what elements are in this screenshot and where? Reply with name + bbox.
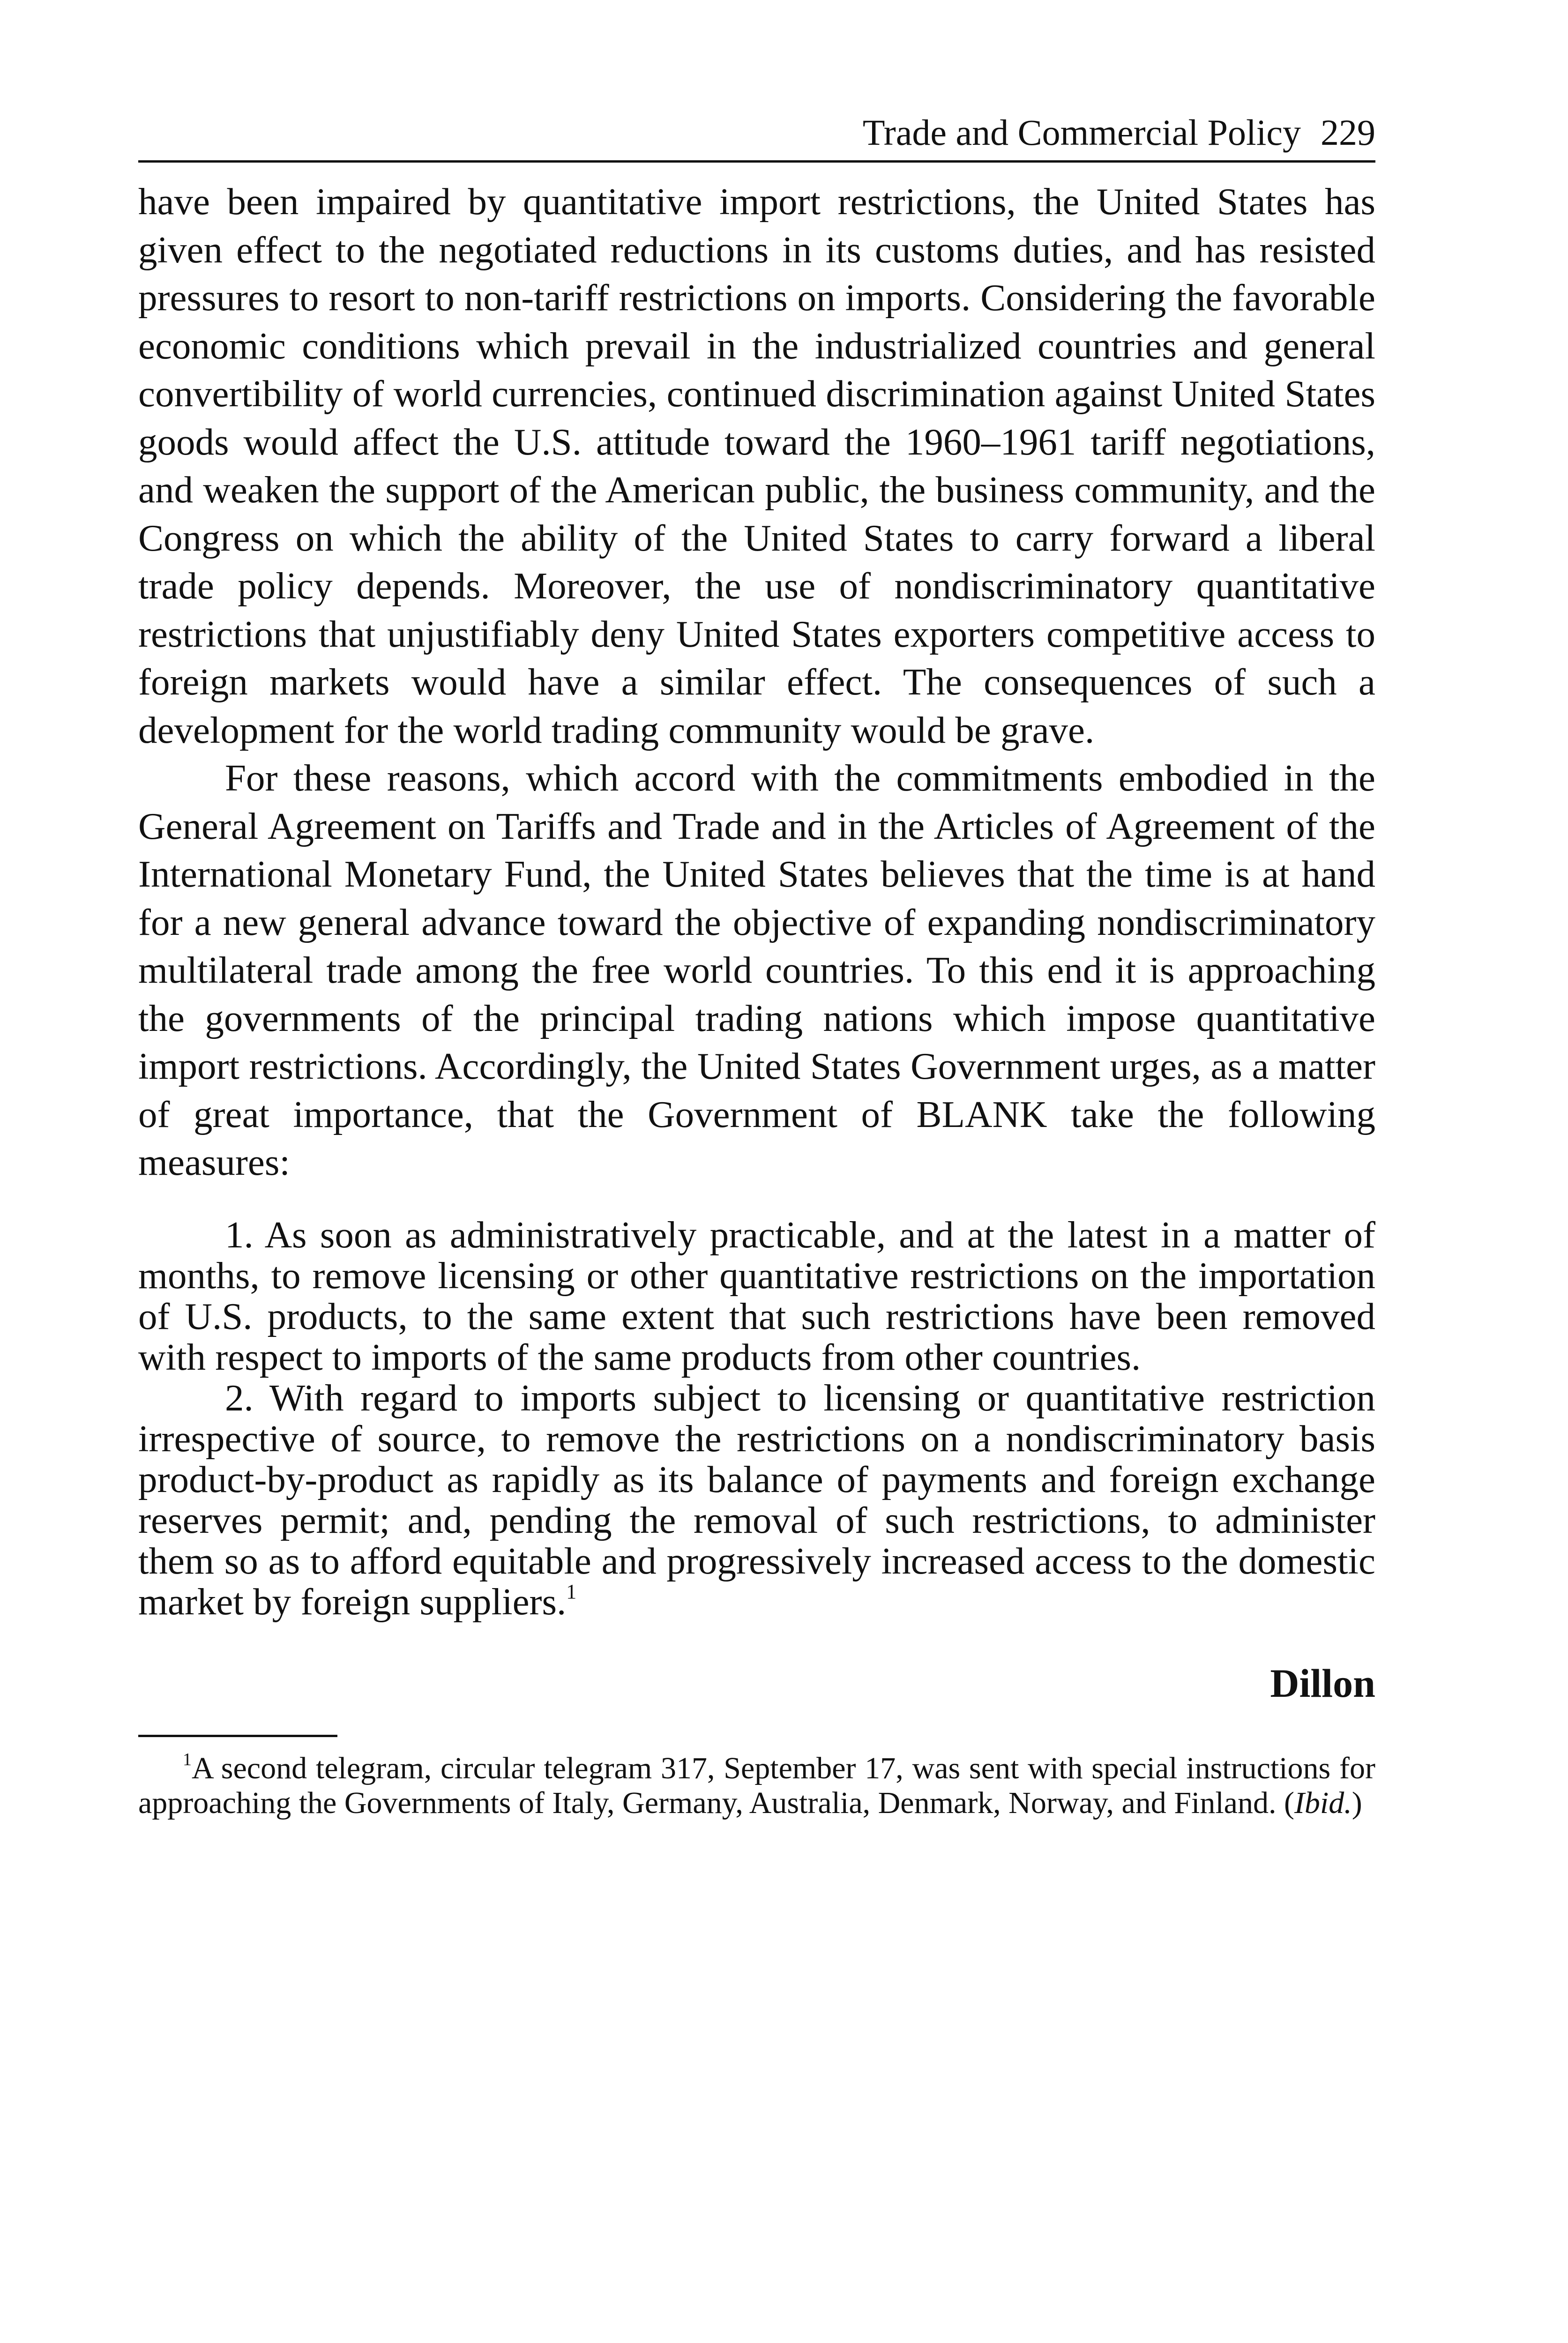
signature: Dillon bbox=[1270, 1660, 1375, 1706]
running-title: Trade and Commercial Policy bbox=[862, 112, 1301, 153]
measure-item-2 bbox=[138, 1378, 1375, 1622]
running-header bbox=[138, 108, 1375, 163]
footnote bbox=[138, 1751, 1375, 1821]
paragraph-reasons: For these reasons, which accord with the commitments embodied in the General Agreement on Tariffs and Trade and in the Articles of Agreement of the International Monetary Fund, the United States believes that the time is at hand for a new general advance toward the objective of expanding nondiscriminatory multilateral trade among the free world countries. To this end it is approaching the governments of the principal trading nations which impose quantitative import restrictions. Accordingly, the United States Government urges, as a matter of great importance, that the Government of BLANK take the following measures: bbox=[138, 757, 1375, 1183]
running-head bbox=[863, 112, 1375, 154]
footnote-text: A second telegram, circular telegram 317, September 17, was sent with special instructions for approaching the Governments of Italy, Germany, Australia, Denmark, Norway, and Finland. ( bbox=[138, 1751, 1375, 1820]
footnote-italic: Ibid. bbox=[1294, 1785, 1352, 1820]
footnote-marker: 1 bbox=[183, 1749, 192, 1769]
measure-item-2-text: 2. With regard to imports subject to licensing or quantitative restriction irrespective of source, to remove the restrictions on a nondiscriminatory basis product-by-product as rapidly as its balance of payments and foreign exchange reserves permit; and, pending the removal of such restrictions, to administer them so as to afford equitable and progressively increased access to the domestic market by foreign suppliers. bbox=[138, 1376, 1375, 1623]
footnote-divider bbox=[138, 1735, 337, 1737]
body-text bbox=[138, 178, 1375, 1186]
document-page bbox=[138, 108, 1375, 1821]
page-number: 229 bbox=[1321, 112, 1375, 153]
footnote-close: ) bbox=[1351, 1785, 1362, 1820]
paragraph-continued: have been impaired by quantitative import restrictions, the United States has given effect to the negotiated reductions in its customs duties, and has resisted pressures to resort to non-tariff restrictions on imports. Considering the favorable economic conditions which prevail in the industrialized countries and general convertibility of world currencies, continued discrimination against United States goods would affect the U.S. attitude toward the 1960–1961 tariff negotiations, and weaken the support of the American public, the business community, and the Congress on which the ability of the United States to carry forward a liberal trade policy depends. Moreover, the use of nondiscriminatory quantitative restrictions that unjustifiably deny United States exporters competitive access to foreign markets would have a similar effect. The consequences of such a development for the world trading community would be grave. bbox=[138, 180, 1375, 751]
measure-item-1: 1. As soon as administratively practicable, and at the latest in a matter of months, to remove licensing or other quantitative restrictions on the importation of U.S. products, to the same extent that such restrictions have been removed with respect to imports of the same products from other countries. bbox=[138, 1213, 1375, 1378]
measures-list bbox=[138, 1215, 1375, 1622]
footnote-reference: 1 bbox=[566, 1580, 577, 1603]
